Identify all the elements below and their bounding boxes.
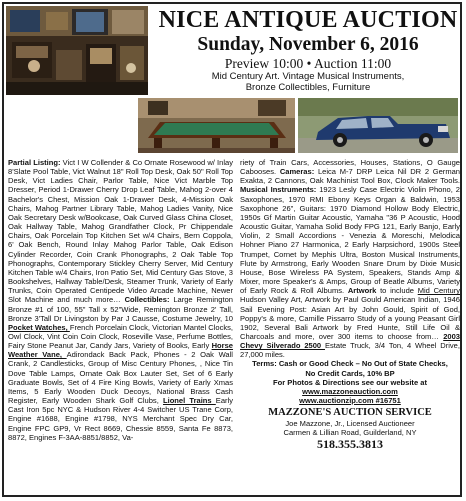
- pickup-truck-image: [298, 98, 458, 153]
- pickup-truck-photo: [298, 98, 458, 153]
- collectibles-label: Collectibles:: [124, 295, 174, 305]
- collectibles-text-4: Early Cast Iron 5pc NYC & Hudson River 4-4 Switcher US Trane Corp, Engine #1688, Engine #1798, NYS Merchant Spec Dry Car, Engine FPC GP9, Vr Rect 8669, Chessie 8559, Santa Fe 8873, 8872, Engines F-3AA-8851/8852, Va-: [8, 396, 233, 442]
- listing-right-column: [240, 158, 460, 451]
- musical-instruments-text: 1923 Lesly Case Electric Violin Phono, 2 Saxophones, 1970 RMI Ebony Keys Organ & Baldwin, 1953 Saxophone 26", Guitars: 1970 Diamond Hollow Body Electric, 1950s Gf Martin Guitar Acoustic, Yamaha "36 P Acoustic, Hood Acoustic Guitar, Yamaha Solid Body FPG 121, Early Banjo, Early Violin, 2 Small Accordions - Venezia & Moreschi, Melodica Hohner Piano 27 Harmonica, 2 Early Harpsichord, 1900s Steel Trumpet, Cornet by Mephis Ultra, Boston Musical Instruments, Flute by Armstrong, Early Wooden Snare Drum by Dixie Music House, Bose Wireless PA System, Speakers, Stands Amp & Mixer, more Speaker's & Amps, Group of Beatle Albums, Variety of Early Rock & Roll Albums.: [240, 185, 460, 296]
- auction-date: Sunday, November 6, 2016: [197, 34, 419, 55]
- ad-header: [152, 8, 462, 93]
- website-link[interactable]: www.mazzoneauction.com: [302, 386, 398, 396]
- musical-instruments-label: Musical Instruments:: [240, 185, 320, 195]
- horse-weather-vane-label: Horse Weather Vane,: [8, 341, 233, 360]
- artwork-include-text: to include: [380, 286, 418, 296]
- ad-subtitle-line-1: Mid Century Art. Vintage Musical Instruments,: [211, 71, 405, 82]
- collectibles-room-image: [6, 6, 148, 95]
- truck-text: Estate Truck, 3/4 Ton, 4 Wheel Drive, 27,000 miles.: [240, 341, 460, 360]
- partial-listing-text: Vict I W Collender & Co Ornate Rosewood w/ Inlay 8'Slate Pool Table, Vict Walnut 18" Roll Top Desk, Oak 50" Roll Top Desk, Vict Ladies Chair, Parlor Table, Nice Vict Marble Top Dresser, Period 1-Drawer Cherry Drop Leaf Table, Mahog 2-over 4 Bachelor's Chest, Mission Oak 1-Drawer Desk, 4-Mission Oak Chairs, Mahog Partner Library Table, Mahog Ladies Vanity, Nice Oak Secretary Desk w/Bookcase, Oak Curved Glass China Closet, Oak Hallway Table, Mahog Grandfather Clock, Pr Chippendale Chairs, Oak Porcelain Top Kitchen Set w/4 Chairs, Bern Coppola, 6' Oak Bench, Round Inlay Mahog Parlor Table, Oak Edison Cylinder Recorder, Coin Crank Phonographs, 2 Oak Table Top Phonographs, Contemporary Stickley Cherry Server, Mid Century Kitchen Table w/4 Chairs, Iron Patio Set, Mid Century Gas Stove, 3 Bookshelves, Hallway Table/Desk, Steamer Trunk, Variety of Early Trunks, Coin Operated Centipede Video Arcade Machine, Newer Slot Machine and much more…: [8, 158, 233, 305]
- pocket-watches-label: Pocket Watches,: [8, 322, 70, 332]
- trains-continued-text: riety of Train Cars, Accessories, Houses, Stations, O Gauge Cabooses.: [240, 158, 460, 177]
- photos-directions-line: For Photos & Directions see our website at: [273, 377, 427, 387]
- auction-times: Preview 10:00 • Auction 11:00: [224, 56, 392, 71]
- auction-address: Carmen & Lillian Road, Guilderland, NY: [283, 428, 417, 438]
- ad-title: NICE ANTIQUE AUCTION: [158, 7, 458, 33]
- collectibles-text-2: French Porcelain Clock, Victorian Mantel Clocks, Owl Clock, Vint Coin Coin Clock, Roseville Vase, Perfume Bottles, Fairy Stone Peanut Jar, Candy Jars, Variety of Books, Early: [8, 322, 233, 351]
- phone-number: 518.355.3813: [317, 436, 383, 451]
- lionel-trains-label: Lionel Trains: [162, 396, 216, 406]
- pool-table-image: [138, 98, 295, 153]
- cameras-text: Leica M-7 DRP Leica Nil DR 2 German Exakta, 2 Cannons, Oak Machinist Tool Box, Clock Maker Tools.: [240, 167, 461, 186]
- partial-listing-label: Partial Listing:: [8, 158, 63, 167]
- artwork-text: Hudson Valley Art, Artwork by Paul Gould American Indian, 1946 Sail Evening Post: Asian Art by John Gould, Spirit of God, Poppy's & more, Camille Pissarro Study of a young Peasant Girl 1902, Several Bali Artwork by Fred Hunte, Still Life Oil & Charcoals and more, over 300 items to choose from…: [240, 295, 460, 341]
- truck-label: 2003 Chevy Silverado 2500: [240, 331, 460, 351]
- listing-left-column: [8, 158, 233, 442]
- auctioneer-name: Joe Mazzone, Jr., Licensed Auctioneer: [285, 419, 415, 429]
- collectibles-room-photo: [6, 6, 148, 95]
- auctionzip-link[interactable]: www.auctionzip.com #16751: [299, 396, 401, 406]
- collectibles-text-3: Adirondack Back Pack, Phones - 2 Oak Wall Crank, 2 Candlesticks, Group of Misc Century Phones, , Nice Tin Dove Table Lamps, Ornate Oak Box Lauter Set, Set of 6 Early Graduate Bowls, Set of 4 Fire King Bowls, Variety of Early Xmas Items, 5 Early Wooden Duck Decoys, National Brass Cash Register, Early Wooden Shark Golf Clubs,: [8, 350, 233, 406]
- pool-table-photo: [138, 98, 295, 153]
- terms-line-1: Terms: Cash or Good Check – No Out of State Checks,: [252, 359, 448, 369]
- mid-century-label: Mid Century: [417, 286, 460, 296]
- cameras-label: Cameras:: [279, 167, 318, 177]
- terms-line-2: No Credit Cards, 10% BP: [305, 368, 395, 378]
- collectibles-text-1: Large Remington Bronze #1 of 100, 55" Tall x 52"Wide, Remington Bronze 2' Tall, Bronze 3'Tall Dr Livingston by Par J Causse, Costume Jewelry, 10: [8, 295, 233, 323]
- ad-subtitle-line-2: Bronze Collectibles, Furniture: [245, 82, 371, 93]
- auction-ad: [2, 2, 462, 497]
- artwork-label: Artwork: [347, 286, 381, 296]
- auction-service-name: MAZZONE'S AUCTION SERVICE: [268, 407, 432, 419]
